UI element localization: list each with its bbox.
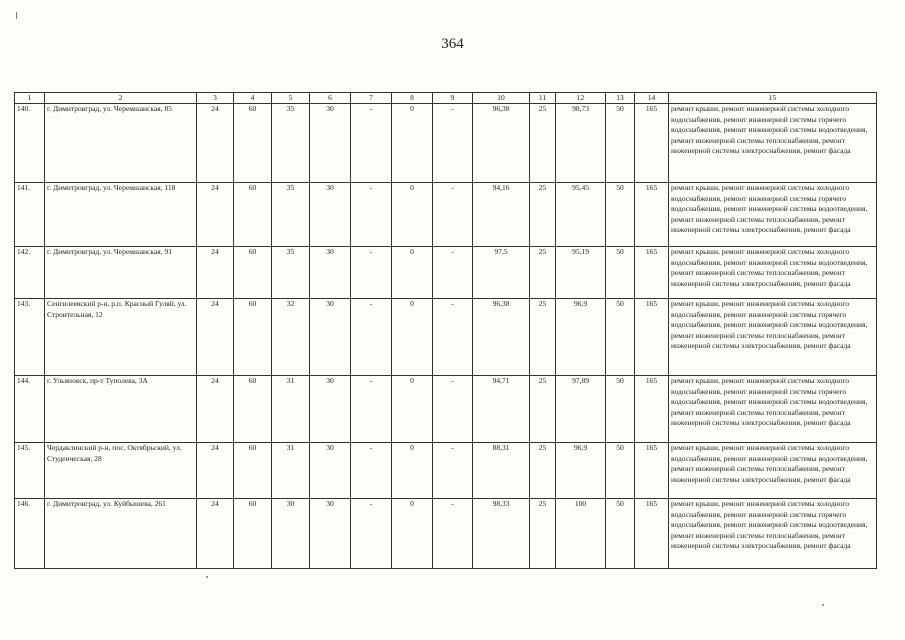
table-cell: 60 [234,104,272,183]
table-cell: 146. [15,499,45,569]
column-number: 10 [473,93,530,104]
table-cell: 96,9 [556,299,606,376]
table-cell: - [351,443,392,499]
table-cell: 25 [530,183,556,247]
table-cell: 50 [606,299,635,376]
table-cell: 60 [234,443,272,499]
table-cell: 25 [530,299,556,376]
table-cell: 140. [15,104,45,183]
table-cell: - [351,499,392,569]
table-cell: 24 [197,443,234,499]
column-number: 2 [45,93,197,104]
table-cell: 0 [392,183,433,247]
table-cell: 60 [234,299,272,376]
table-cell: 144. [15,376,45,443]
table-cell: - [351,104,392,183]
table-cell: 25 [530,376,556,443]
table-cell: 141. [15,183,45,247]
column-number: 8 [392,93,433,104]
table-cell: - [433,104,473,183]
table-cell: 94,16 [473,183,530,247]
table-cell: 60 [234,376,272,443]
table-cell: 0 [392,104,433,183]
table-cell: 165 [635,299,669,376]
table-cell: - [433,499,473,569]
table-cell: 30 [310,247,351,299]
table-cell: 60 [234,183,272,247]
table-cell: 143. [15,299,45,376]
address-cell: г. Димитровград, ул. Черемшанская, 91 [45,247,197,299]
table-cell: 98,73 [556,104,606,183]
table-cell: 25 [530,247,556,299]
table-cell: 165 [635,443,669,499]
column-number: 1 [15,93,45,104]
table-cell: 165 [635,104,669,183]
table-cell: 25 [530,443,556,499]
column-number: 6 [310,93,351,104]
table-cell: 30 [310,104,351,183]
table-cell: 0 [392,499,433,569]
table-cell: - [351,247,392,299]
column-number: 5 [272,93,310,104]
table-cell: 145. [15,443,45,499]
table-cell: 31 [272,443,310,499]
works-cell: ремонт крыши, ремонт инженерной системы холодного водоснабжения, ремонт инженерной системы водоотведения, ремонт инженерной системы теплоснабжения, ремонт инженерной системы электроснабжения, ремонт фасада [669,247,877,299]
page-number: 364 [441,36,464,52]
table-cell: 30 [310,183,351,247]
table-cell: 50 [606,443,635,499]
address-cell: Сенгилеевский р-н, р.п. Красный Гуляй, ул. Строительная, 12 [45,299,197,376]
table-cell: 50 [606,183,635,247]
address-cell: г. Димитровград, ул. Куйбышева, 261 [45,499,197,569]
column-number: 3 [197,93,234,104]
table-cell: 32 [272,299,310,376]
address-cell: г. Димитровград, ул. Черемшанская, 85 [45,104,197,183]
table-cell: 96,9 [556,443,606,499]
table-cell: 24 [197,104,234,183]
table-cell: 30 [310,376,351,443]
table-row [15,104,877,183]
table-row [15,299,877,376]
table-cell: 142. [15,247,45,299]
table-cell: 95,19 [556,247,606,299]
column-number: 9 [433,93,473,104]
table-cell: - [433,183,473,247]
table-cell: 97,5 [473,247,530,299]
table-cell: - [433,376,473,443]
table-cell: 165 [635,247,669,299]
scan-speck [16,12,17,19]
address-cell: Чердаклинский р-н, пос. Октябрьский, ул. Студенческая, 28 [45,443,197,499]
column-number: 11 [530,93,556,104]
column-number-row [15,93,877,104]
address-cell: г. Димитровград, ул. Черемшанская, 118 [45,183,197,247]
table-cell: 165 [635,376,669,443]
table-cell: 0 [392,247,433,299]
table-cell: 96,38 [473,104,530,183]
table-cell: 30 [272,499,310,569]
table-cell: 0 [392,299,433,376]
table-cell: 88,31 [473,443,530,499]
table-cell: 60 [234,499,272,569]
works-cell: ремонт крыши, ремонт инженерной системы холодного водоснабжения, ремонт инженерной системы горячего водоснабжения, ремонт инженерной системы водоотведения, ремонт инженерной системы теплоснабжения, ремонт инженерной системы электроснабжения, ремонт фасада [669,376,877,443]
table-cell: 25 [530,499,556,569]
table-cell: 24 [197,247,234,299]
table-cell: 100 [556,499,606,569]
works-cell: ремонт крыши, ремонт инженерной системы холодного водоснабжения, ремонт инженерной системы горячего водоснабжения, ремонт инженерной системы водоотведения, ремонт инженерной системы теплоснабжения, ремонт инженерной системы электроснабжения, ремонт фасада [669,499,877,569]
table-cell: 24 [197,299,234,376]
repair-table [14,92,877,569]
table-cell: 30 [310,499,351,569]
table-row [15,183,877,247]
table-cell: 94,71 [473,376,530,443]
table-cell: 35 [272,247,310,299]
column-number: 13 [606,93,635,104]
table-cell: - [433,299,473,376]
table-cell: 0 [392,376,433,443]
table-cell: 35 [272,104,310,183]
column-number: 7 [351,93,392,104]
table-cell: - [433,443,473,499]
table-cell: - [351,376,392,443]
works-cell: ремонт крыши, ремонт инженерной системы холодного водоснабжения, ремонт инженерной системы горячего водоснабжения, ремонт инженерной системы водоотведения, ремонт инженерной системы теплоснабжения, ремонт инженерной системы электроснабжения, ремонт фасада [669,299,877,376]
table-cell: - [351,299,392,376]
table-cell: 50 [606,376,635,443]
table-cell: 96,38 [473,299,530,376]
column-number: 14 [635,93,669,104]
table-row [15,376,877,443]
table-cell: 35 [272,183,310,247]
table-cell: - [433,247,473,299]
table-row [15,499,877,569]
works-cell: ремонт крыши, ремонт инженерной системы холодного водоснабжения, ремонт инженерной системы горячего водоснабжения, ремонт инженерной системы водоотведения, ремонт инженерной системы теплоснабжения, ремонт инженерной системы электроснабжения, ремонт фасада [669,183,877,247]
table-cell: 50 [606,247,635,299]
works-cell: ремонт крыши, ремонт инженерной системы холодного водоснабжения, ремонт инженерной системы горячего водоснабжения, ремонт инженерной системы водоотведения, ремонт инженерной системы теплоснабжения, ремонт инженерной системы электроснабжения, ремонт фасада [669,104,877,183]
table-cell: 24 [197,183,234,247]
table-cell: 165 [635,499,669,569]
table-cell: - [351,183,392,247]
table-cell: 31 [272,376,310,443]
column-number: 4 [234,93,272,104]
works-cell: ремонт крыши, ремонт инженерной системы холодного водоснабжения, ремонт инженерной системы водоотведения, ремонт инженерной системы теплоснабжения, ремонт инженерной системы электроснабжения, ремонт фасада [669,443,877,499]
table-cell: 60 [234,247,272,299]
column-number: 12 [556,93,606,104]
table-cell: 50 [606,104,635,183]
table-cell: 165 [635,183,669,247]
table-cell: 98,33 [473,499,530,569]
table-cell: 24 [197,499,234,569]
table-cell: 97,89 [556,376,606,443]
table-cell: 30 [310,299,351,376]
table-cell: 50 [606,499,635,569]
table-cell: 30 [310,443,351,499]
table-row [15,443,877,499]
address-cell: г. Ульяновск, пр-т Туполева, 3А [45,376,197,443]
scan-speck [822,604,824,606]
scan-speck [206,576,208,578]
table-row [15,247,877,299]
table-cell: 95,45 [556,183,606,247]
table-cell: 0 [392,443,433,499]
table-cell: 25 [530,104,556,183]
column-number: 15 [669,93,877,104]
table-cell: 24 [197,376,234,443]
